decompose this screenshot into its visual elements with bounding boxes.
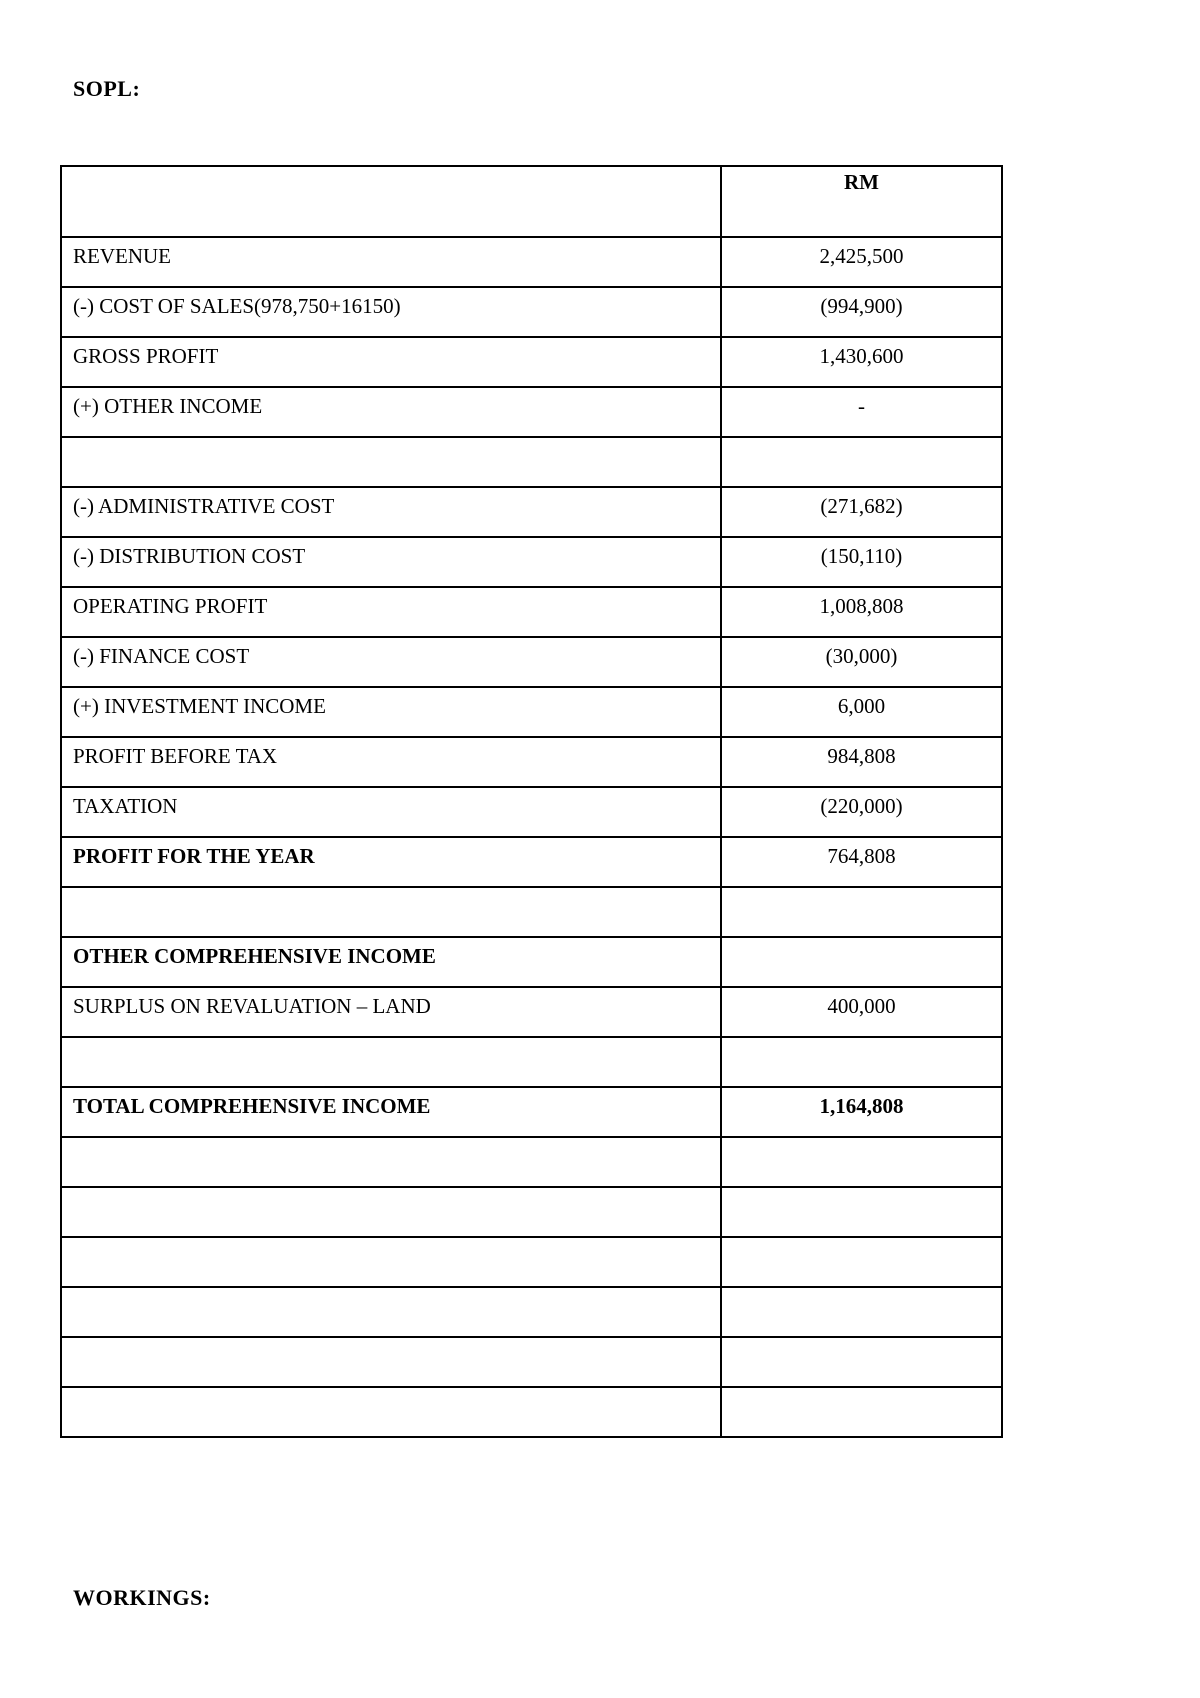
row-label: (-) COST OF SALES(978,750+16150): [61, 287, 721, 337]
row-label: [61, 1337, 721, 1387]
row-amount: [721, 1137, 1002, 1187]
workings-heading: WORKINGS:: [73, 1585, 211, 1610]
row-label: OPERATING PROFIT: [61, 587, 721, 637]
row-amount: [721, 1287, 1002, 1337]
row-label: [61, 1187, 721, 1237]
row-label: SURPLUS ON REVALUATION – LAND: [61, 987, 721, 1037]
row-amount: [721, 887, 1002, 937]
header-label-cell: [61, 166, 721, 237]
row-label: GROSS PROFIT: [61, 337, 721, 387]
row-label: [61, 1037, 721, 1087]
row-amount: [721, 1387, 1002, 1437]
table-row: [61, 737, 1002, 787]
row-amount: 1,164,808: [721, 1087, 1002, 1137]
row-amount: (220,000): [721, 787, 1002, 837]
sopl-table: [60, 165, 1003, 1438]
table-row: [61, 1287, 1002, 1337]
row-amount: 1,008,808: [721, 587, 1002, 637]
row-label: [61, 887, 721, 937]
row-label: [61, 437, 721, 487]
table-row: [61, 637, 1002, 687]
row-label: [61, 1287, 721, 1337]
table-row: [61, 587, 1002, 637]
row-amount: (271,682): [721, 487, 1002, 537]
row-label: TOTAL COMPREHENSIVE INCOME: [61, 1087, 721, 1137]
row-amount: [721, 1187, 1002, 1237]
row-amount: 984,808: [721, 737, 1002, 787]
table-row: [61, 1037, 1002, 1087]
table-row: [61, 387, 1002, 437]
table-row: [61, 787, 1002, 837]
row-label: PROFIT BEFORE TAX: [61, 737, 721, 787]
table-row: [61, 337, 1002, 387]
row-amount: 2,425,500: [721, 237, 1002, 287]
row-label: PROFIT FOR THE YEAR: [61, 837, 721, 887]
row-amount: -: [721, 387, 1002, 437]
table-row: [61, 237, 1002, 287]
table-row: [61, 437, 1002, 487]
table-row: [61, 487, 1002, 537]
row-label: [61, 1137, 721, 1187]
table-row: [61, 1187, 1002, 1237]
row-label: OTHER COMPREHENSIVE INCOME: [61, 937, 721, 987]
row-amount: (150,110): [721, 537, 1002, 587]
row-label: (+) OTHER INCOME: [61, 387, 721, 437]
row-label: TAXATION: [61, 787, 721, 837]
row-amount: 400,000: [721, 987, 1002, 1037]
row-amount: [721, 437, 1002, 487]
row-label: (-) FINANCE COST: [61, 637, 721, 687]
row-amount: (30,000): [721, 637, 1002, 687]
table-row: [61, 1237, 1002, 1287]
table-row: [61, 287, 1002, 337]
document-heading: SOPL:: [73, 76, 141, 101]
row-amount: 764,808: [721, 837, 1002, 887]
row-amount: [721, 1037, 1002, 1087]
row-label: REVENUE: [61, 237, 721, 287]
row-label: (-) ADMINISTRATIVE COST: [61, 487, 721, 537]
row-label: (-) DISTRIBUTION COST: [61, 537, 721, 587]
row-label: (+) INVESTMENT INCOME: [61, 687, 721, 737]
table-row: [61, 687, 1002, 737]
table-row: [61, 1337, 1002, 1387]
row-label: [61, 1237, 721, 1287]
header-currency-cell: RM: [721, 166, 1002, 237]
table-row: [61, 1137, 1002, 1187]
row-amount: [721, 1237, 1002, 1287]
table-row: [61, 887, 1002, 937]
table-row: [61, 1387, 1002, 1437]
table-row: [61, 987, 1002, 1037]
row-amount: (994,900): [721, 287, 1002, 337]
row-amount: 6,000: [721, 687, 1002, 737]
table-header-row: [61, 166, 1002, 237]
table-row-section-heading: [61, 937, 1002, 987]
row-amount: [721, 1337, 1002, 1387]
table-row-subtotal: [61, 837, 1002, 887]
row-amount: 1,430,600: [721, 337, 1002, 387]
table-row-total: [61, 1087, 1002, 1137]
row-label: [61, 1387, 721, 1437]
row-amount: [721, 937, 1002, 987]
table-row: [61, 537, 1002, 587]
